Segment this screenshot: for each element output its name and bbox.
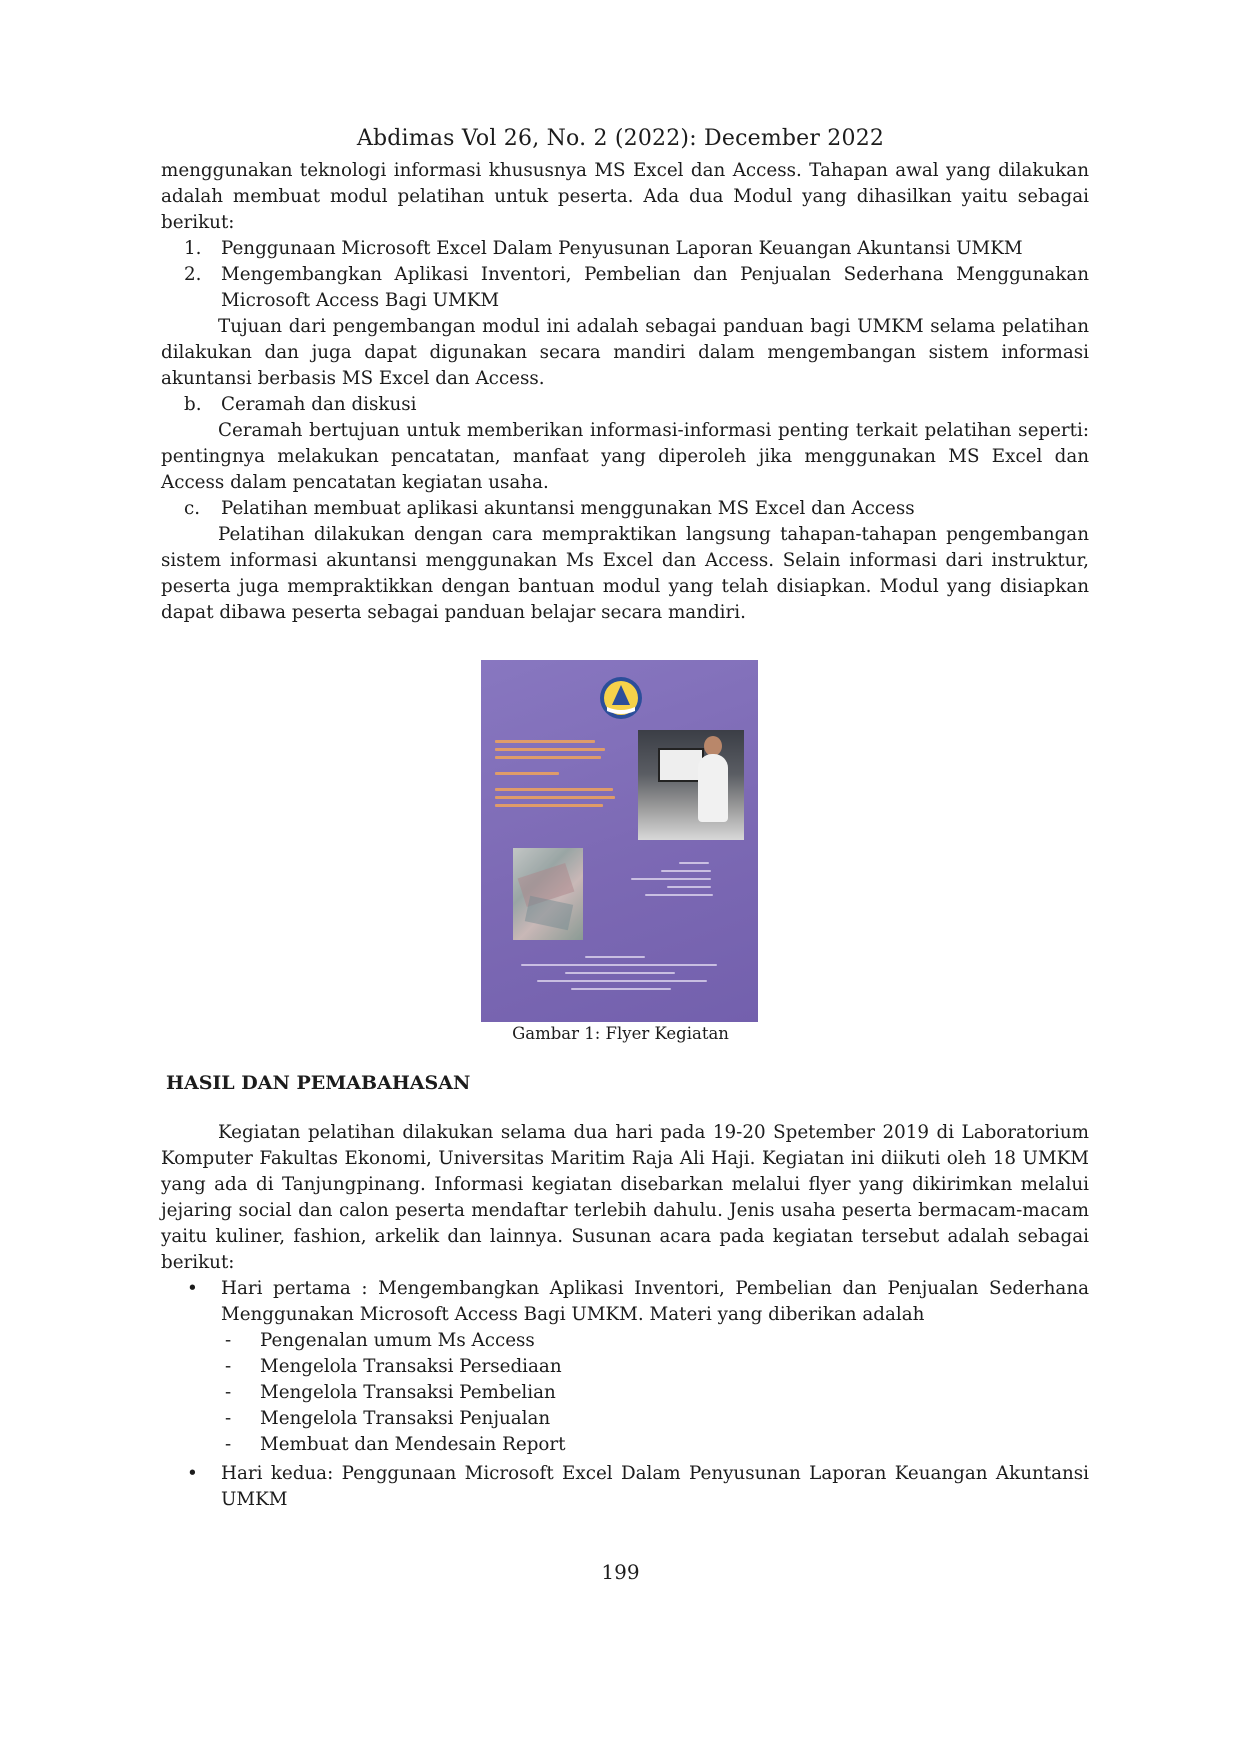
- list-marker: 1.: [184, 238, 202, 259]
- list-item: [161, 1432, 1089, 1458]
- subsection-marker: c.: [184, 498, 201, 519]
- section-heading: HASIL DAN PEMABAHASAN: [166, 1072, 471, 1094]
- list-item: [161, 1406, 1089, 1432]
- intro-section: [161, 158, 1089, 626]
- list-item: [161, 1354, 1089, 1380]
- flyer-money-photo: [513, 848, 583, 940]
- list-item: [161, 1461, 1089, 1513]
- list-item: [161, 1328, 1089, 1354]
- subsection-title: Ceramah dan diskusi: [221, 394, 417, 415]
- list-item: [161, 236, 1089, 262]
- bullet-marker: •: [187, 1278, 198, 1299]
- subsection-marker: b.: [184, 394, 202, 415]
- list-item: [161, 1380, 1089, 1406]
- day-one-text: Hari pertama : Mengembangkan Aplikasi Inventori, Pembelian dan Penjualan Sederhana Menggunakan Microsoft Access Bagi UMKM. Materi yang diberikan adalah: [221, 1278, 1089, 1325]
- list-item-text: Mengembangkan Aplikasi Inventori, Pembelian dan Penjualan Sederhana Menggunakan Microsoft Access Bagi UMKM: [221, 264, 1089, 311]
- flyer-photo: [638, 730, 744, 840]
- page-number: 199: [601, 1560, 640, 1584]
- subsection-title: Pelatihan membuat aplikasi akuntansi menggunakan MS Excel dan Access: [221, 498, 915, 519]
- list-marker: 2.: [184, 264, 202, 285]
- university-logo-icon: [599, 676, 643, 720]
- figure-caption: Gambar 1: Flyer Kegiatan: [512, 1024, 729, 1043]
- dash-marker: -: [225, 1382, 232, 1403]
- list-item-text: Pengenalan umum Ms Access: [260, 1330, 535, 1351]
- subsection-heading-b: [161, 392, 1089, 418]
- bullet-marker: •: [187, 1463, 198, 1484]
- list-item-text: Mengelola Transaksi Penjualan: [260, 1408, 551, 1429]
- module-purpose-paragraph: Tujuan dari pengembangan modul ini adalah sebagai panduan bagi UMKM selama pelatihan dilakukan dan juga dapat digunakan secara mandiri dalam mengembangan sistem informasi akuntansi berbasis MS Excel dan Access.: [161, 316, 1089, 389]
- dash-marker: -: [225, 1434, 232, 1455]
- running-head: Abdimas Vol 26, No. 2 (2022): December 2022: [356, 126, 885, 151]
- list-item: [161, 1276, 1089, 1328]
- dash-marker: -: [225, 1330, 232, 1351]
- training-paragraph: Pelatihan dilakukan dengan cara mempraktikan langsung tahapan-tahapan pengembangan sistem informasi akuntansi menggunakan Ms Excel dan Access. Selain informasi dari instruktur, peserta juga mempraktikkan dengan bantuan modul yang telah disiapkan. Modul yang disiapkan dapat dibawa peserta sebagai panduan belajar secara mandiri.: [161, 524, 1089, 623]
- results-section: [161, 1120, 1089, 1513]
- dash-marker: -: [225, 1356, 232, 1377]
- list-item-text: Membuat dan Mendesain Report: [260, 1434, 566, 1455]
- list-item-text: Mengelola Transaksi Pembelian: [260, 1382, 556, 1403]
- list-item-text: Mengelola Transaksi Persediaan: [260, 1356, 562, 1377]
- results-paragraph: Kegiatan pelatihan dilakukan selama dua hari pada 19-20 Spetember 2019 di Laboratorium Komputer Fakultas Ekonomi, Universitas Maritim Raja Ali Haji. Kegiatan ini diikuti oleh 18 UMKM yang ada di Tanjungpinang. Informasi kegiatan disebarkan melalui flyer yang dikirimkan melalui jejaring social dan calon peserta mendaftar terlebih dahulu. Jenis usaha peserta bermacam-macam yaitu kuliner, fashion, arkelik dan lainnya. Susunan acara pada kegiatan tersebut adalah sebagai berikut:: [161, 1122, 1089, 1273]
- dash-marker: -: [225, 1408, 232, 1429]
- flyer-image: [481, 660, 758, 1022]
- day-two-text: Hari kedua: Penggunaan Microsoft Excel Dalam Penyusunan Laporan Keuangan Akuntansi UMKM: [221, 1463, 1089, 1510]
- list-item-text: Penggunaan Microsoft Excel Dalam Penyusunan Laporan Keuangan Akuntansi UMKM: [221, 238, 1023, 259]
- intro-paragraph: menggunakan teknologi informasi khususnya MS Excel dan Access. Tahapan awal yang dilakukan adalah membuat modul pelatihan untuk peserta. Ada dua Modul yang dihasilkan yaitu sebagai berikut:: [161, 160, 1089, 233]
- list-item: [161, 262, 1089, 314]
- subsection-heading-c: [161, 496, 1089, 522]
- lecture-paragraph: Ceramah bertujuan untuk memberikan informasi-informasi penting terkait pelatihan seperti: pentingnya melakukan pencatatan, manfaat yang diperoleh jika menggunakan MS Excel dan Access dalam pencatatan kegiatan usaha.: [161, 420, 1089, 493]
